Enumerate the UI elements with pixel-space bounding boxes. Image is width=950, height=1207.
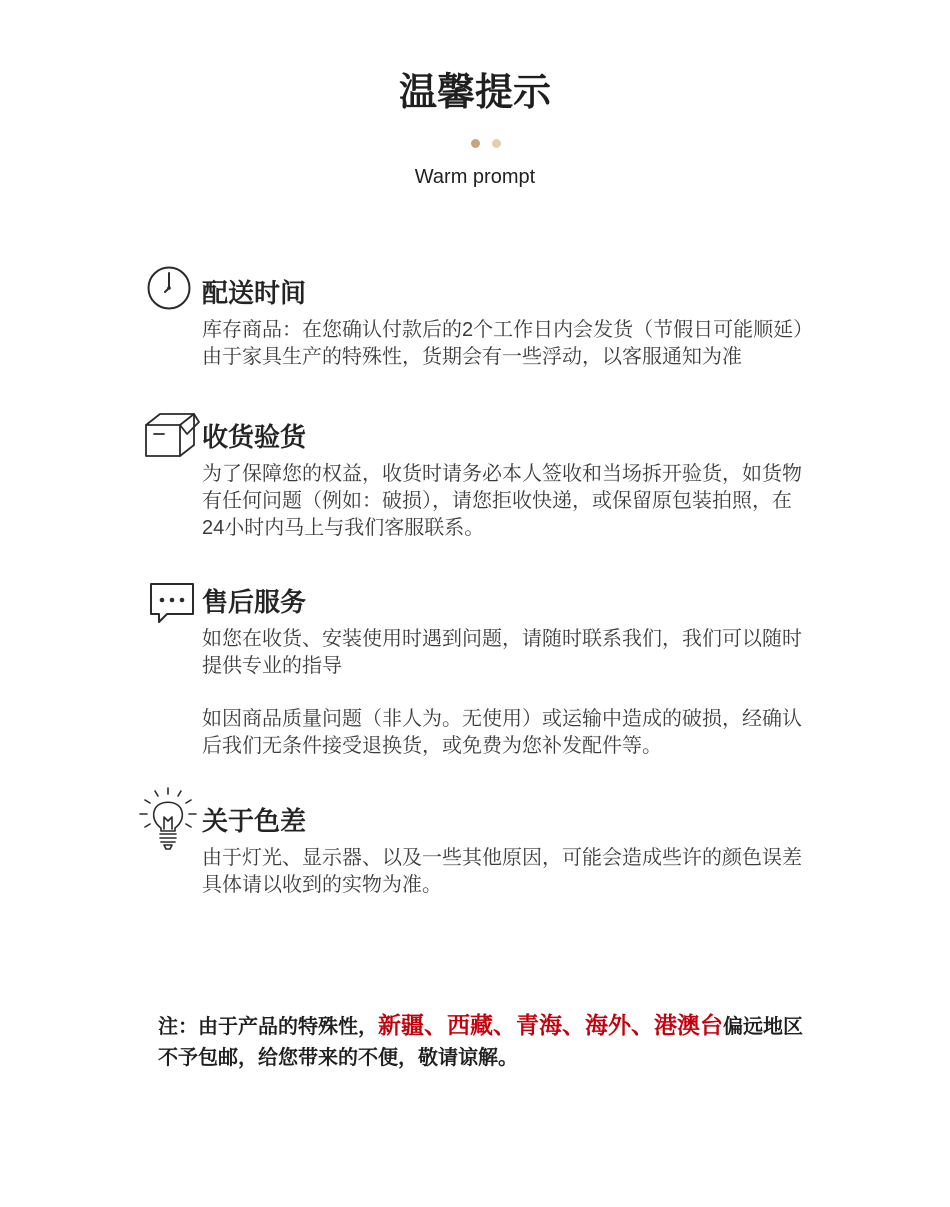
shipping-note — [158, 1009, 803, 1075]
note-line — [158, 1009, 803, 1042]
paragraph — [202, 317, 813, 371]
accent-dot — [492, 139, 501, 148]
body-line: 为了保障您的权益，收货时请务必本人签收和当场拆开验货，如货物 — [202, 463, 802, 485]
note-prefix: 注：由于产品的特殊性， — [158, 1016, 378, 1038]
section-heading: 售后服务 — [202, 587, 307, 617]
body-line: 具体请以收到的实物为准。 — [202, 874, 442, 896]
body-line: 库存商品：在您确认付款后的2个工作日内会发货（节假日可能顺延） — [202, 319, 814, 341]
body-line: 由于家具生产的特殊性，货期会有一些浮动，以客服通知为准 — [202, 346, 742, 368]
package-box-icon — [143, 407, 201, 459]
section-color-difference — [202, 804, 802, 899]
body-line: 有任何问题（例如：破损），请您拒收快递，或保留原包装拍照，在 — [202, 490, 792, 512]
section-heading: 关于色差 — [202, 806, 307, 836]
note-suffix: 偏远地区 — [723, 1016, 803, 1038]
clock-icon — [146, 265, 192, 311]
paragraph — [202, 626, 802, 680]
section-body — [202, 845, 802, 899]
section-body — [202, 626, 802, 760]
section-receipt-inspection — [202, 420, 802, 542]
paragraph — [202, 461, 802, 542]
section-delivery-time — [202, 276, 813, 371]
paragraph — [202, 845, 802, 899]
body-line: 提供专业的指导 — [202, 655, 342, 677]
page-title: 温馨提示 — [398, 72, 551, 114]
body-line: 如因商品质量问题（非人为。无使用）或运输中造成的破损，经确认 — [202, 708, 802, 730]
body-line: 24小时内马上与我们客服联系。 — [202, 517, 485, 539]
body-line: 由于灯光、显示器、以及一些其他原因，可能会造成些许的颜色误差 — [202, 847, 802, 869]
lightbulb-icon — [138, 786, 198, 854]
chat-bubble-icon — [148, 581, 196, 627]
page-subtitle: Warm prompt — [414, 166, 536, 188]
note-highlight-regions: 新疆、西藏、青海、海外、港澳台 — [378, 1012, 723, 1038]
body-line: 如您在收货、安装使用时遇到问题，请随时联系我们，我们可以随时 — [202, 628, 802, 650]
section-heading: 配送时间 — [202, 278, 307, 308]
section-body — [202, 461, 802, 542]
body-line: 后我们无条件接受退换货，或免费为您补发配件等。 — [202, 735, 662, 757]
section-heading: 收货验货 — [202, 422, 307, 452]
accent-dot — [471, 139, 480, 148]
section-after-sales — [202, 585, 802, 760]
title-divider-dots — [0, 139, 950, 148]
section-body — [202, 317, 813, 371]
note-line: 不予包邮，给您带来的不便，敬请谅解。 — [158, 1047, 518, 1069]
paragraph — [202, 706, 802, 760]
